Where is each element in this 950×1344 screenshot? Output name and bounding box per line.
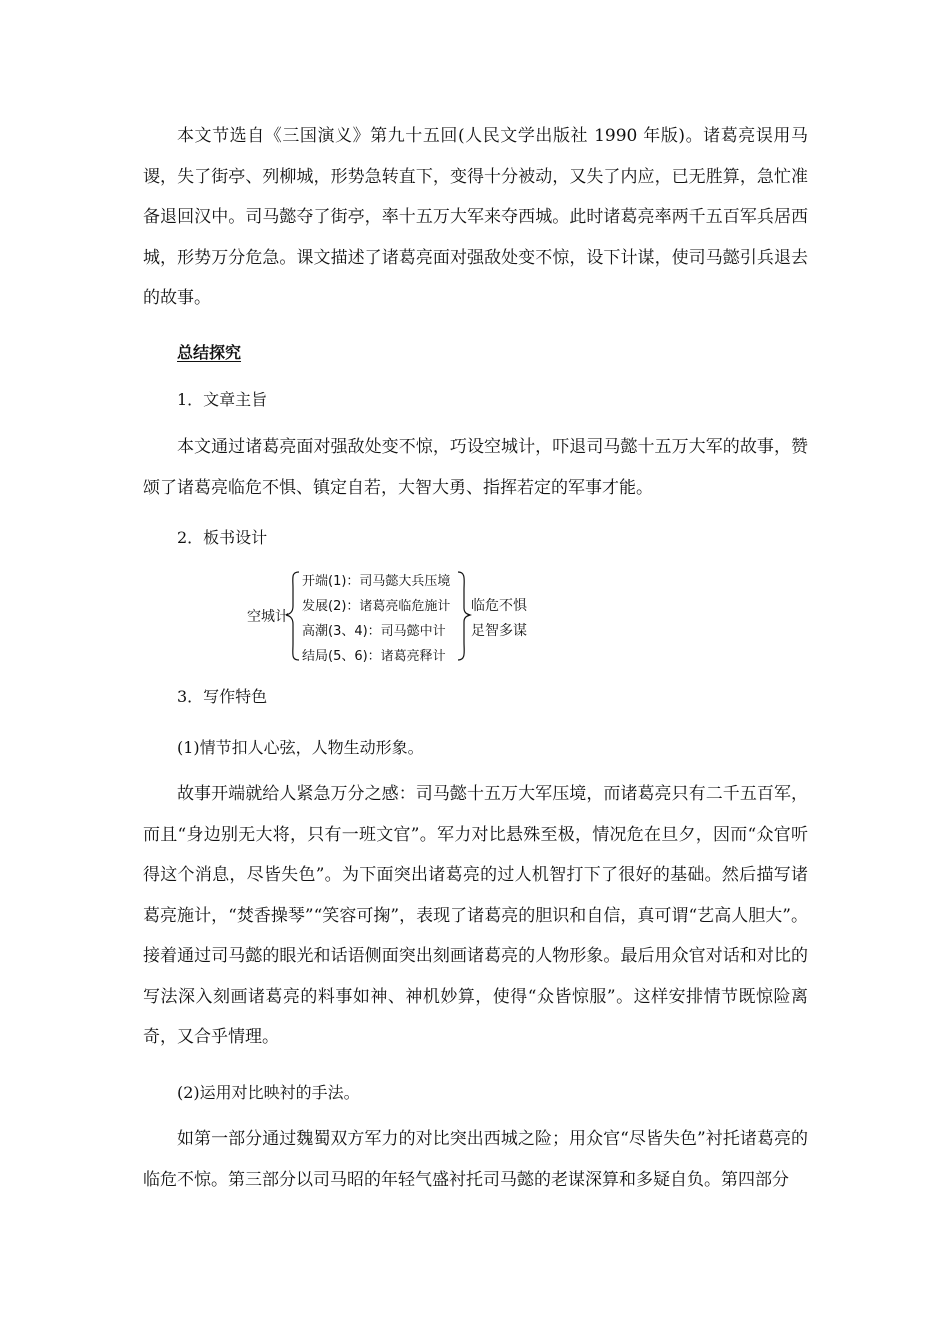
diagram-result-fearless: 临危不惧	[471, 598, 527, 614]
diagram-item-development: 发展(2)：诸葛亮临危施计	[302, 599, 451, 614]
board-design-diagram	[245, 568, 545, 664]
heading-board-design: 2．板书设计	[177, 528, 268, 547]
heading-writing-features: 3．写作特色	[177, 687, 268, 706]
diagram-item-opening: 开端(1)：司马懿大兵压境	[302, 574, 451, 589]
diagram-root-label: 空城计	[247, 609, 289, 625]
diagram-item-climax: 高潮(3、4)：司马懿中计	[302, 624, 446, 639]
diagram-result-resourceful: 足智多谋	[471, 623, 527, 639]
feature-1-paragraph: 故事开端就给人紧急万分之感：司马懿十五万大军压境，而诸葛亮只有二千五百军，而且“身边别无大将，只有一班文官”。军力对比悬殊至极，情况危在旦夕，因而“众官听得这个消息，尽皆失色”。为下面突出诸葛亮的过人机智打下了很好的基础。然后描写诸葛亮施计，“焚香操琴”“笑容可掬”，表现了诸葛亮的胆识和自信，真可谓“艺高人胆大”。接着通过司马懿的眼光和话语侧面突出刻画诸葛亮的人物形象。最后用众官对话和对比的写法深入刻画诸葛亮的料事如神、神机妙算，使得“众皆惊服”。这样安排情节既惊险离奇，又合乎情理。	[143, 784, 808, 1047]
feature-2-paragraph: 如第一部分通过魏蜀双方军力的对比突出西城之险；用众官“尽皆失色”衬托诸葛亮的临危不惊。第三部分以司马昭的年轻气盛衬托司马懿的老谋深算和多疑自负。第四部分	[143, 1129, 808, 1190]
theme-paragraph: 本文通过诸葛亮面对强敌处变不惊，巧设空城计，吓退司马懿十五万大军的故事，赞颂了诸葛亮临危不惧、镇定自若，大智大勇、指挥若定的军事才能。	[143, 437, 808, 498]
heading-theme: 1．文章主旨	[177, 390, 268, 409]
feature-1-heading: (1)情节扣人心弦，人物生动形象。	[177, 738, 424, 757]
intro-paragraph: 本文节选自《三国演义》第九十五回(人民文学出版社 1990 年版)。诸葛亮误用马谡，失了街亭、列柳城，形势急转直下，变得十分被动，又失了内应，已无胜算，急忙准备退回汉中。司马懿夺了街亭，率十五万大军来夺西城。此时诸葛亮率两千五百军兵居西城，形势万分危急。课文描述了诸葛亮面对强敌处变不惊，设下计谋，使司马懿引兵退去的故事。	[143, 126, 808, 308]
diagram-item-ending: 结局(5、6)：诸葛亮释计	[302, 649, 446, 664]
feature-2-heading: (2)运用对比映衬的手法。	[177, 1083, 360, 1102]
section-title: 总结探究	[177, 343, 242, 362]
